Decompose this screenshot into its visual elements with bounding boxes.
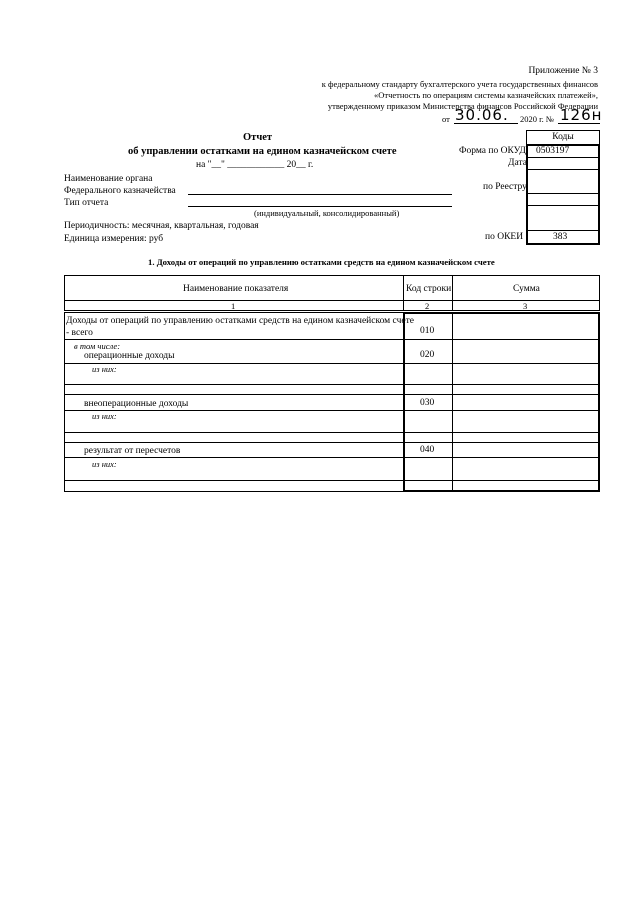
section-title: 1. Доходы от операций по управлению остатками средств на едином казначейском счете: [148, 257, 495, 267]
col-number-1: 1: [231, 301, 236, 311]
okud-label: Форма по ОКУД: [459, 146, 526, 156]
order-prefix: от: [442, 114, 450, 124]
order-year: 2020 г. №: [520, 114, 555, 124]
col-number-3: 3: [523, 301, 528, 311]
okei-value: 383: [553, 232, 568, 242]
standard-line-2: «Отчетность по операциям системы казначейских платежей»,: [373, 90, 598, 100]
date-label: Дата: [508, 158, 527, 168]
order-number: 126н: [560, 106, 603, 124]
report-title: Отчет: [243, 132, 273, 143]
row-including: в том числе:: [74, 341, 121, 351]
standard-line-1: к федеральному стандарту бухгалтерского учета государственных финансов: [321, 79, 598, 89]
report-type-hint: (индивидуальный, консолидированный): [254, 208, 400, 218]
registry-label: по Реестру: [483, 182, 527, 192]
row-non-operational-name: внеоперационные доходы: [84, 399, 189, 409]
report-type-label: Тип отчета: [64, 198, 109, 208]
row-of-which-2: из них:: [92, 411, 117, 421]
row-recalc-code: 040: [420, 445, 435, 455]
codes-header-cell: [526, 130, 600, 145]
row-total-name-line1: Доходы от операций по управлению остатками средств на едином казначейском счете: [66, 316, 414, 326]
unit-label: Единица измерения: руб: [64, 234, 164, 244]
row-recalc-name: результат от пересчетов: [84, 446, 181, 456]
org-name-label: Наименование органа: [64, 174, 153, 184]
appendix-label: Приложение № 3: [528, 66, 598, 76]
row-total-name-line2: - всего: [66, 328, 93, 338]
codes-header: Коды: [552, 132, 574, 142]
row-of-which-3: из них:: [92, 459, 117, 469]
okud-value: 0503197: [536, 146, 570, 156]
col-code-header: Код строки: [406, 284, 452, 294]
report-date-line: на "__" ____________ 20__ г.: [196, 160, 314, 170]
col-name-header: Наименование показателя: [183, 284, 289, 294]
col-number-2: 2: [425, 301, 430, 311]
col-sum-header: Сумма: [513, 284, 540, 294]
standard-line-3: утвержденному приказом Министерства финансов Российской Федерации: [327, 101, 598, 111]
row-total-code: 010: [420, 326, 435, 336]
row-non-operational-code: 030: [420, 398, 435, 408]
treasury-label: Федерального казначейства: [64, 186, 176, 196]
row-of-which-1: из них:: [92, 364, 117, 374]
row-operational-name: операционные доходы: [84, 351, 175, 361]
okei-label: по ОКЕИ: [485, 232, 524, 242]
report-type-field-line: [188, 206, 452, 207]
row-operational-code: 020: [420, 350, 435, 360]
report-subtitle: об управлении остатками на едином казначейском счете: [128, 146, 397, 157]
treasury-field-line: [188, 194, 452, 195]
order-date: 30.06.: [455, 106, 509, 124]
periodicity-label: Периодичность: месячная, квартальная, годовая: [64, 221, 259, 231]
